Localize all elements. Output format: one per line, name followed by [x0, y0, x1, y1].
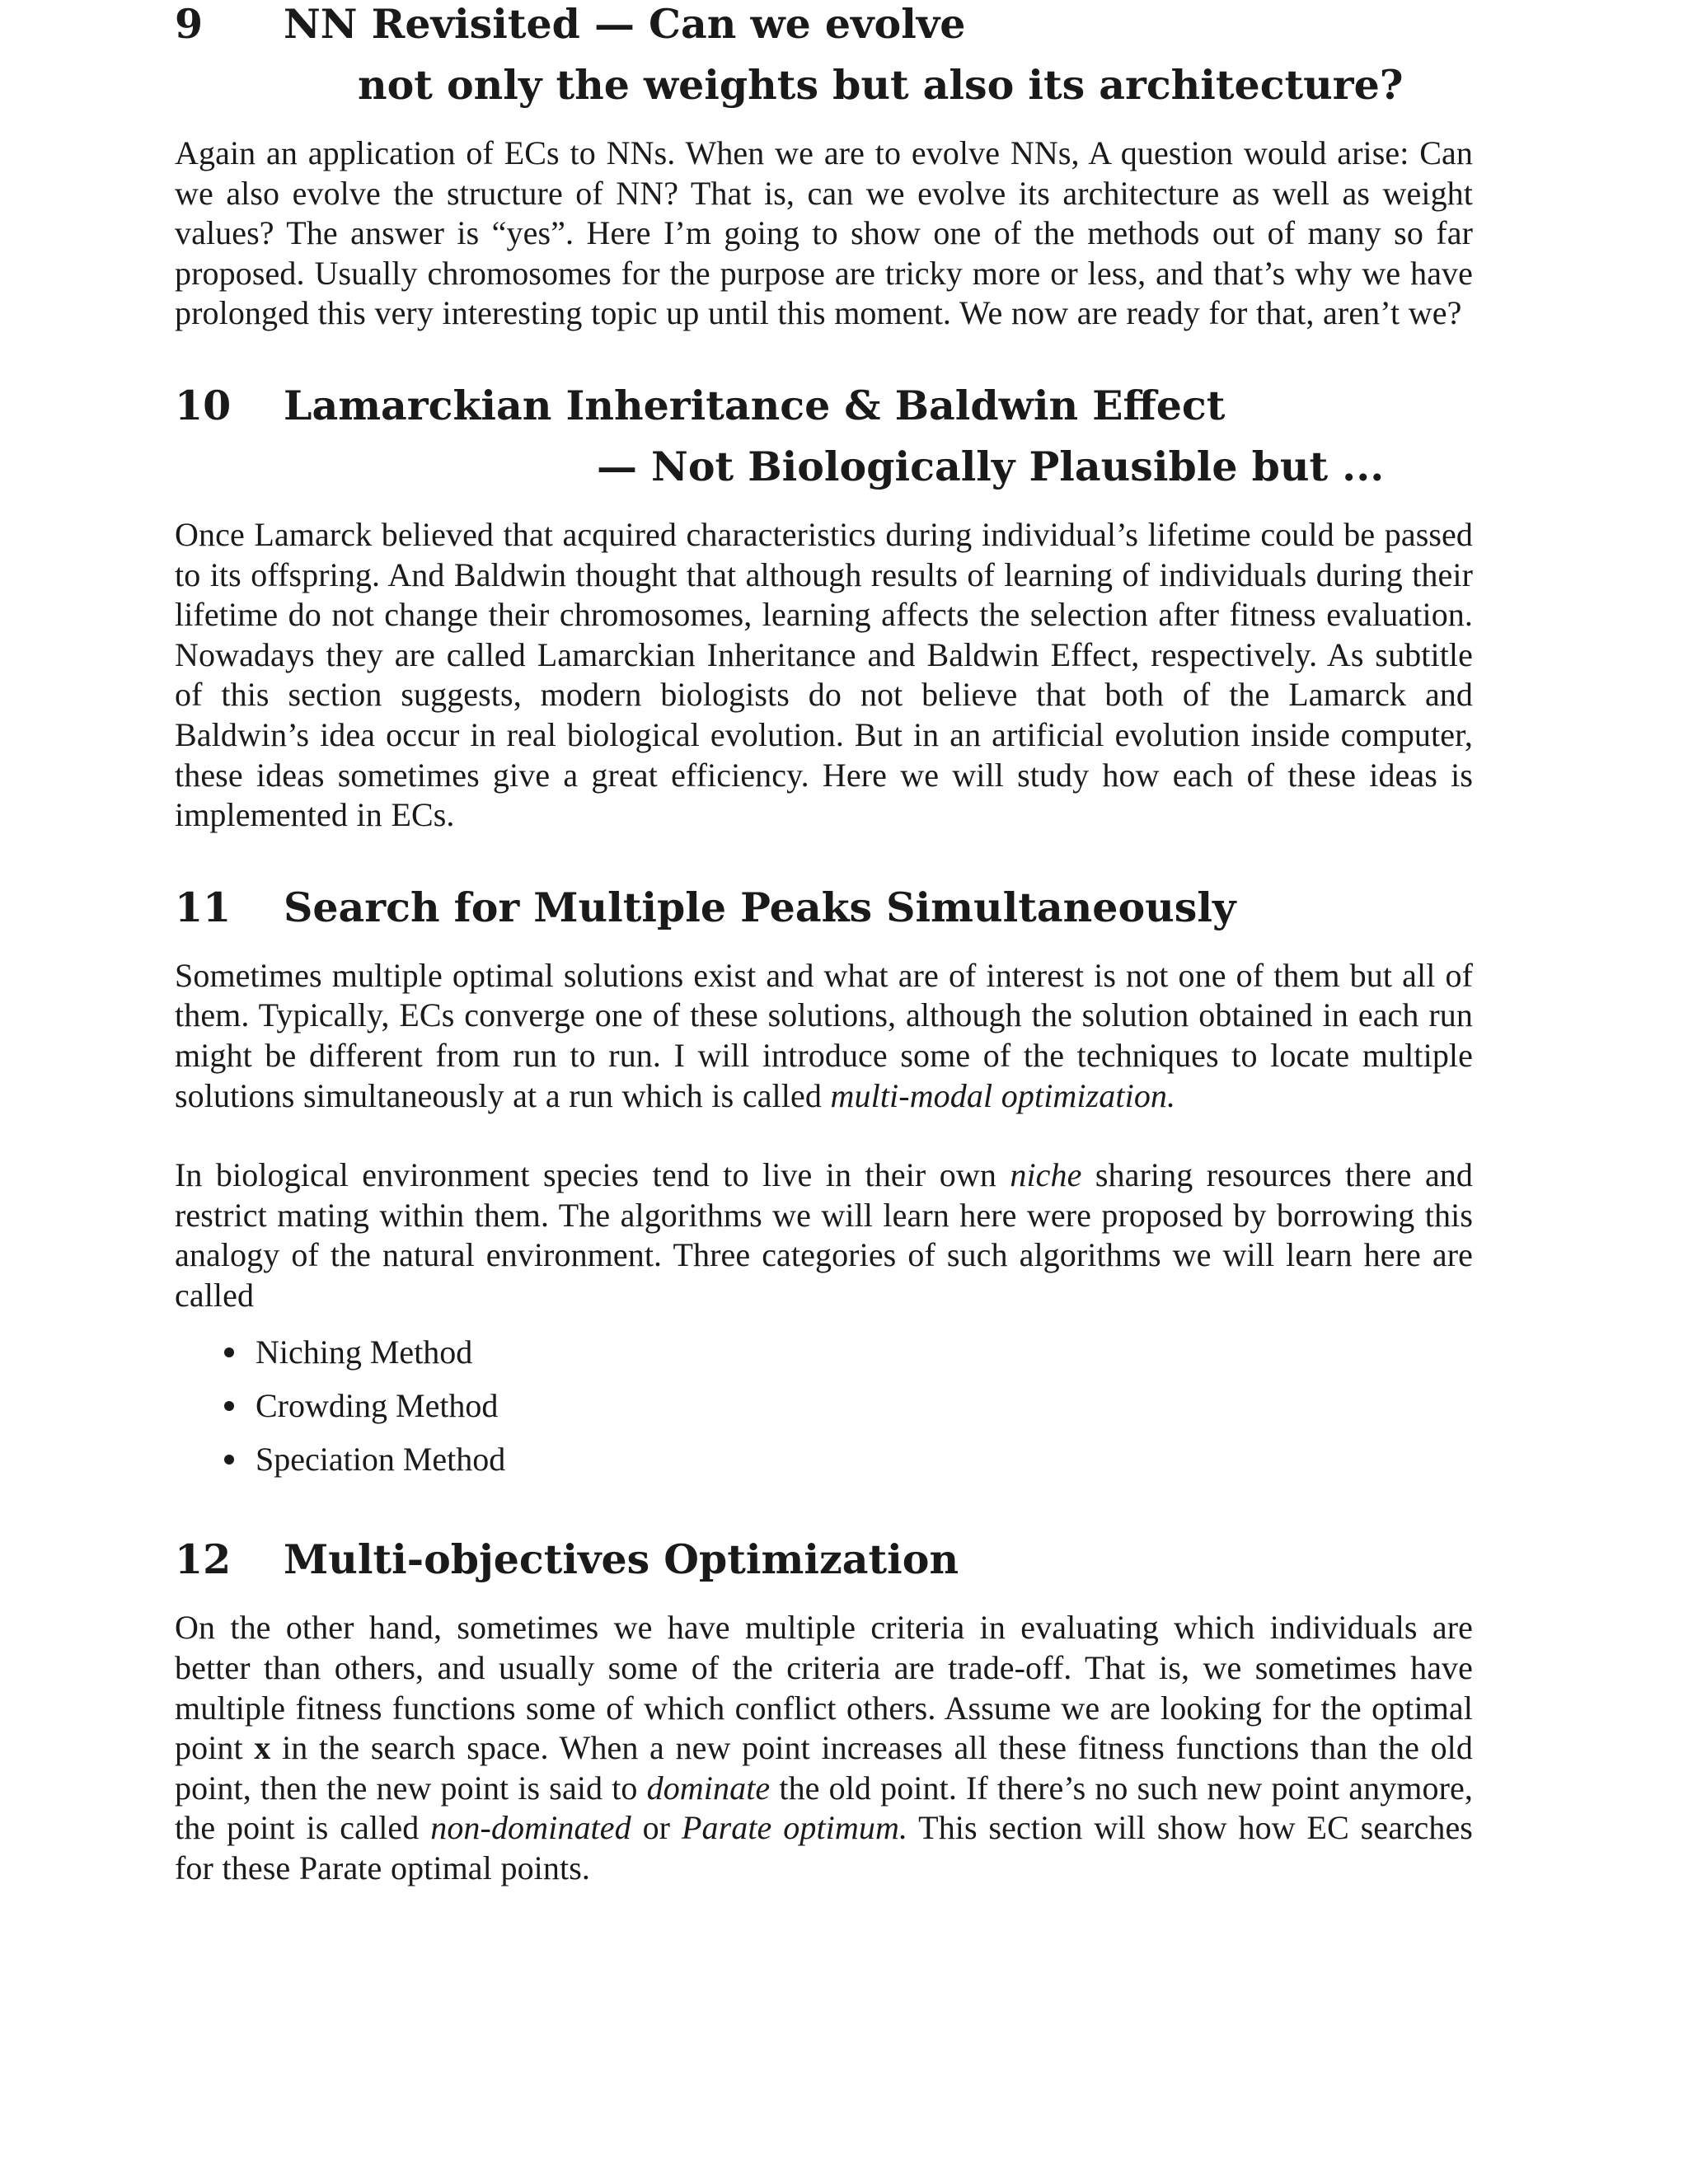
section-9-heading — [175, 0, 1473, 115]
bullet-icon — [224, 1455, 234, 1465]
section-12-text-a: On the other hand, sometimes we have multiple criteria in evaluating which individuals are better than others, and usually some of the criteria are trade-off. That is, we sometimes have multiple fitness functions some of which conflict others. Assume we are looking for the optimal point — [175, 1609, 1473, 1767]
section-11-p1-emphasis: multi-modal optimization. — [830, 1076, 1176, 1114]
section-12-text-e: This section will show how EC searches for these Parate optimal points. — [175, 1809, 1473, 1887]
section-9-title-line2: not only the weights but also its architecture? — [358, 61, 1404, 109]
section-12-text-b: in the search space. When a new point increases all these fitness functions than the old point, then the new point is said to — [175, 1729, 1473, 1807]
method-niching: Niching Method — [256, 1333, 473, 1371]
method-crowding: Crowding Method — [256, 1387, 499, 1425]
bullet-icon — [224, 1401, 234, 1411]
section-11-heading — [175, 877, 1473, 938]
document-page — [175, 0, 1473, 1889]
section-9-paragraph: Again an application of ECs to NNs. When we are to evolve NNs, A question would arise: Can we also evolve the structure of NN? That is, can we evolve its architecture as well as weight values? The answer is “yes”. Here I’m going to show one of the methods out of many so far proposed. Usually chromosomes for the purpose are tricky more or less, and that’s why we have prolonged this very interesting topic up until this moment. We now are ready for that, aren’t we? — [175, 134, 1473, 332]
bullet-icon — [224, 1347, 234, 1357]
list-item — [175, 1379, 1473, 1432]
list-item — [175, 1432, 1473, 1486]
section-10-number: 10 — [175, 381, 232, 429]
section-11-title: Search for Multiple Peaks Simultaneously — [284, 883, 1236, 931]
section-12-em-dominate: dominate — [646, 1769, 771, 1807]
section-11-number: 11 — [175, 883, 232, 931]
section-10-paragraph: Once Lamarck believed that acquired characteristics during individual’s lifetime could be passed to its offspring. And Baldwin thought that although results of learning of individuals during their lifetime do not change their chromosomes, learning affects the selection after fitness evaluation. Nowadays they are called Lamarckian Inheritance and Baldwin Effect, respectively. As subtitle of this section suggests, modern biologists do not believe that both of the Lamarck and Baldwin’s idea occur in real biological evolution. But in an artificial evolution inside computer, these ideas sometimes give a great efficiency. Here we will study how each of these ideas is implemented in ECs. — [175, 515, 1473, 834]
method-speciation: Speciation Method — [256, 1441, 506, 1479]
section-11-p2-text-b: sharing resources there and restrict mating within them. The algorithms we will learn here were proposed by borrowing this analogy of the natural environment. Three categories of such algorithms we will learn here are called — [175, 1156, 1473, 1314]
section-12-em-non-dominated: non-dominated — [430, 1809, 631, 1847]
section-12-number: 12 — [175, 1535, 232, 1584]
methods-list — [175, 1325, 1473, 1486]
section-12-heading — [175, 1529, 1473, 1590]
section-10-heading — [175, 375, 1473, 497]
section-10-title-line2: — Not Biologically Plausible but ... — [597, 442, 1385, 490]
section-12-bold-x: x — [254, 1729, 271, 1767]
section-11-p2-emphasis: niche — [1010, 1156, 1082, 1194]
section-12-paragraph — [175, 1608, 1473, 1888]
section-11-paragraph-1 — [175, 956, 1473, 1116]
section-10-title-line1: Lamarckian Inheritance & Baldwin Effect — [284, 381, 1226, 429]
section-12-text-c: the old point. If there’s no such new point anymore, the point is called — [175, 1769, 1473, 1847]
section-12-text-d: or — [631, 1809, 682, 1847]
section-11-paragraph-2 — [175, 1155, 1473, 1315]
list-item — [175, 1325, 1473, 1379]
section-11-p1-text: Sometimes multiple optimal solutions exist and what are of interest is not one of them but all of them. Typically, ECs converge one of these solutions, although the solution obtained in each run might be different from run to run. I will introduce some of the techniques to locate multiple solutions simultaneously at a run which is called — [175, 956, 1473, 1114]
section-12-em-parate-optimum: Parate optimum. — [681, 1809, 908, 1847]
section-9-number: 9 — [175, 0, 204, 48]
section-11-p2-text-a: In biological environment species tend to live in their own — [175, 1156, 1010, 1194]
section-12-title: Multi-objectives Optimization — [284, 1535, 959, 1584]
section-9-title-line1: NN Revisited — Can we evolve — [284, 0, 966, 48]
